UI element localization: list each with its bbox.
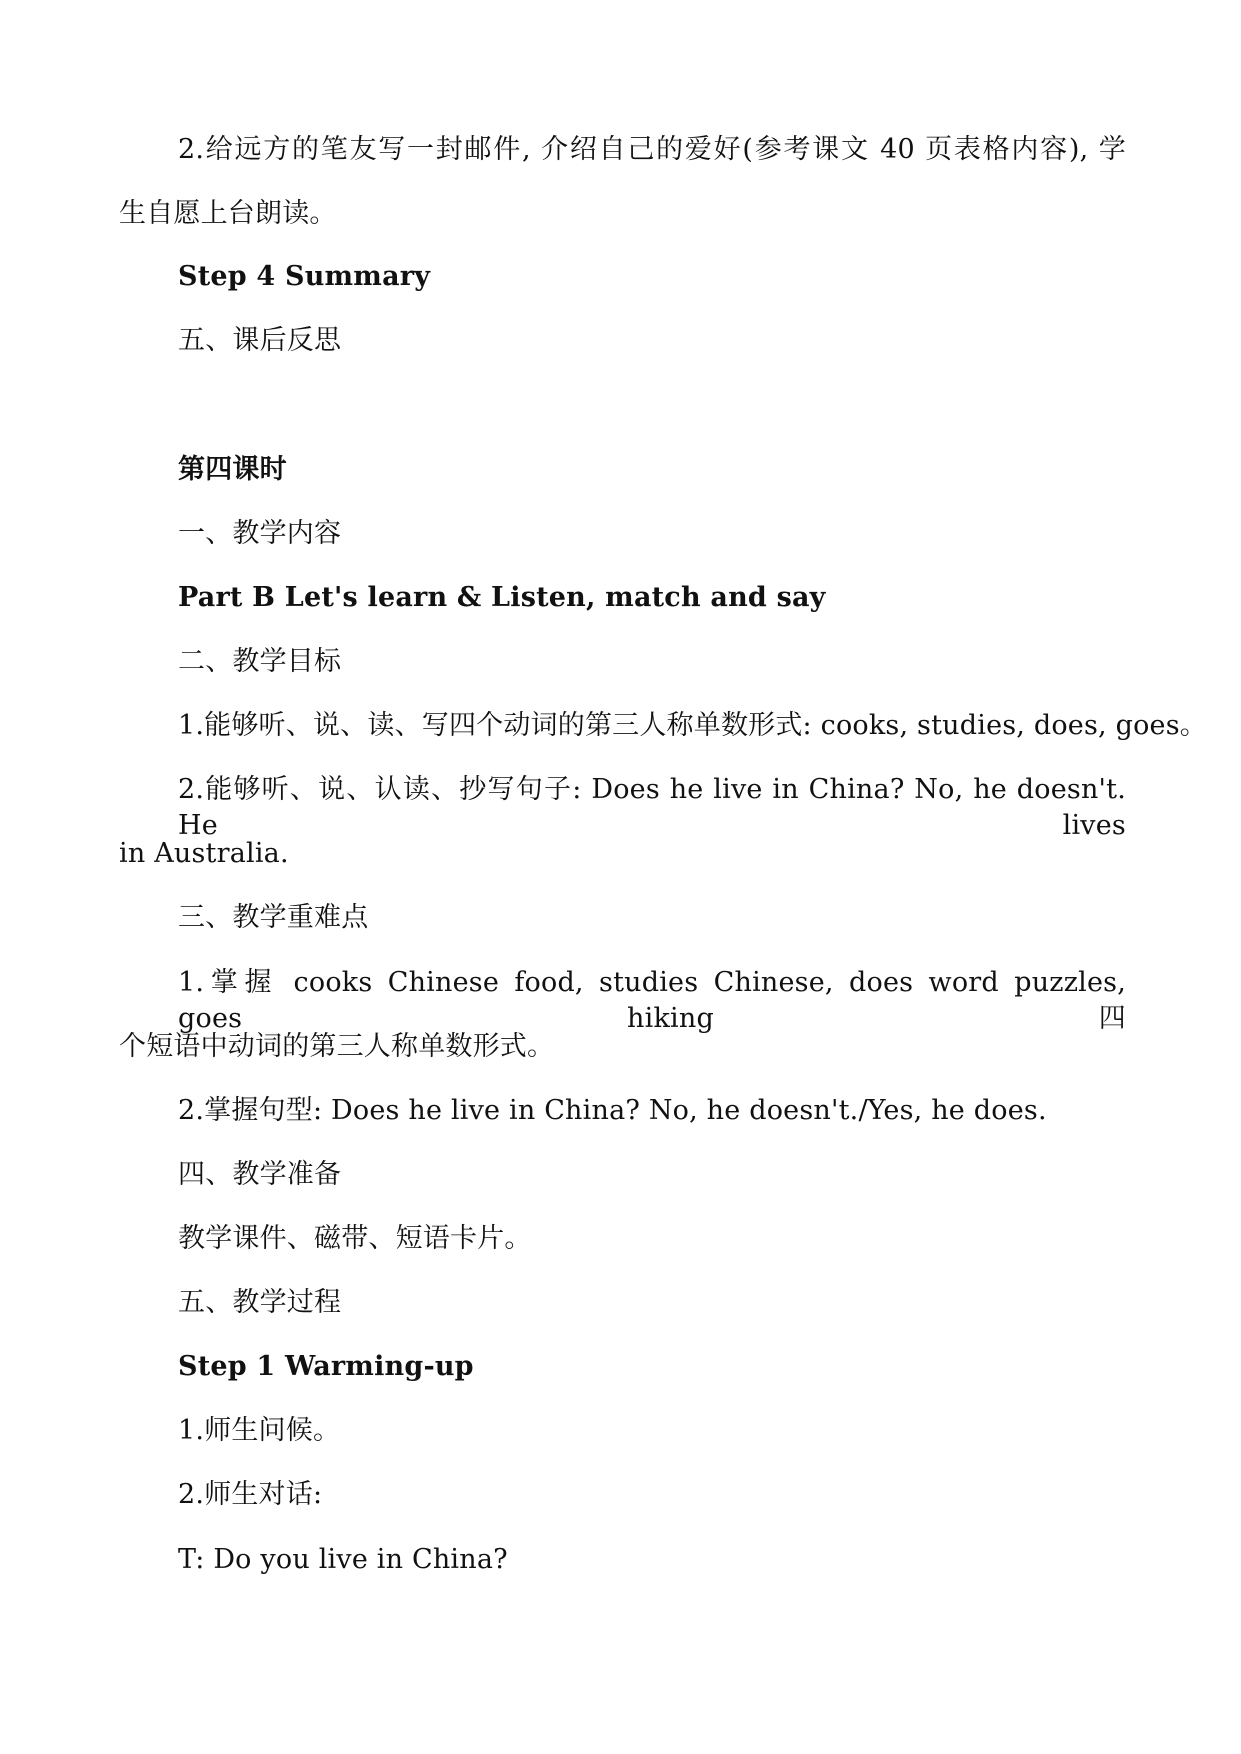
- section-reflection-heading: 五、课后反思: [178, 325, 342, 356]
- key-point-1-line2: 个短语中动词的第三人称单数形式。: [119, 1031, 555, 1062]
- paragraph-email-task-line2: 生自愿上台朗读。: [119, 198, 337, 229]
- goal-2-line1: 2.能够听、说、认读、抄写句子: Does he live in China? No, he doesn't. He lives: [178, 774, 1126, 841]
- section-teaching-content-heading: 一、教学内容: [178, 518, 342, 549]
- goal-2-line2: in Australia.: [119, 838, 289, 869]
- preparation-materials: 教学课件、磁带、短语卡片。: [178, 1223, 532, 1254]
- process-item-2: 2.师生对话:: [178, 1479, 323, 1510]
- heading-step4-summary: Step 4 Summary: [178, 261, 431, 292]
- section-teaching-goals-heading: 二、教学目标: [178, 646, 342, 677]
- section-preparation-heading: 四、教学准备: [178, 1159, 342, 1190]
- heading-step1-warming-up: Step 1 Warming-up: [178, 1351, 474, 1382]
- part-b-title: Part B Let's learn & Listen, match and say: [178, 582, 826, 613]
- section-key-points-heading: 三、教学重难点: [178, 902, 369, 933]
- lesson4-title: 第四课时: [178, 454, 287, 485]
- goal-1: 1.能够听、说、读、写四个动词的第三人称单数形式: cooks, studies, does, goes。: [178, 710, 1207, 741]
- section-process-heading: 五、教学过程: [178, 1287, 342, 1318]
- key-point-2: 2.掌握句型: Does he live in China? No, he doesn't./Yes, he does.: [178, 1095, 1047, 1126]
- process-item-1: 1.师生问候。: [178, 1415, 341, 1446]
- dialogue-teacher-line: T: Do you live in China?: [178, 1544, 508, 1575]
- key-point-1-line1: 1.掌握 cooks Chinese food, studies Chinese, does word puzzles, goes hiking 四: [178, 967, 1126, 1034]
- paragraph-email-task-line1: 2.给远方的笔友写一封邮件, 介绍自己的爱好(参考课文 40 页表格内容), 学: [178, 134, 1126, 165]
